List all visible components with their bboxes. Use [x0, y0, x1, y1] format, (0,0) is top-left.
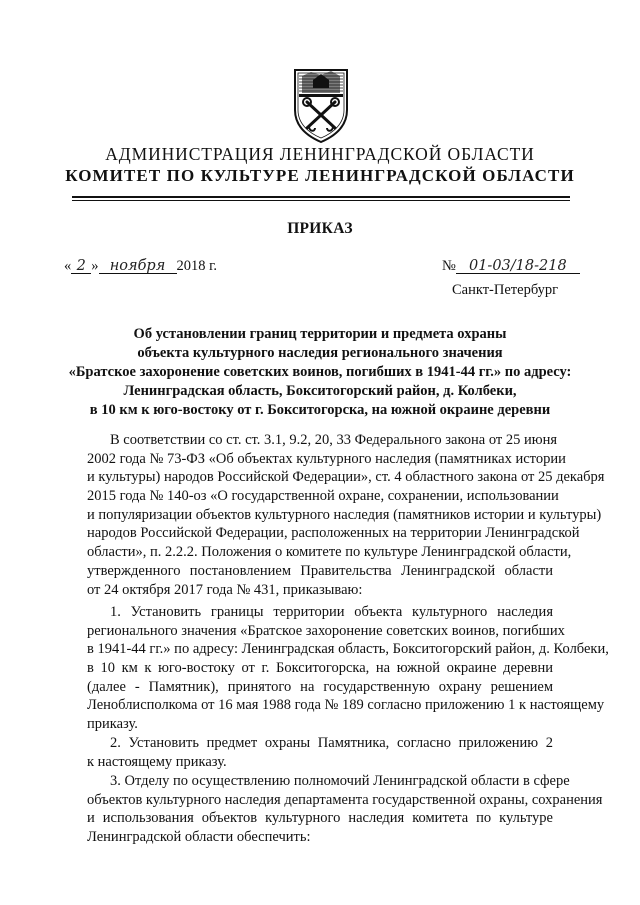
- number-prefix: №: [442, 258, 456, 274]
- text-line: области», п. 2.2.2. Положения о комитете по культуре Ленинградской области,: [87, 544, 572, 561]
- title-line: «Братское захоронение советских воинов, погибших в 1941-44 гг.» по адресу:: [68, 364, 572, 380]
- text-line: Ленинградской области обеспечить:: [87, 829, 311, 846]
- order-title: [60, 325, 580, 420]
- text-line: 2002 года № 73-ФЗ «Об объектах культурного наследия (памятниках истории: [87, 450, 566, 467]
- administration-name: АДМИНИСТРАЦИЯ ЛЕНИНГРАДСКОЙ ОБЛАСТИ: [105, 144, 535, 164]
- text-line: 2. Установить предмет охраны Памятника, согласно приложению 2: [110, 735, 553, 751]
- text-line: в 1941-44 гг.» по адресу: Ленинградская область, Бокситогорский район, д. Колбеки,: [87, 641, 609, 658]
- order-item-2: [87, 734, 553, 771]
- date-year: 2018 г.: [176, 258, 218, 274]
- title-line: Об установлении границ территории и предмета охраны: [133, 326, 507, 342]
- text-line: объектов культурного наследия департамента государственной охраны, сохранения: [87, 791, 603, 808]
- text-line: народов Российской Федерации, расположенных на территории Ленинградской: [87, 525, 580, 542]
- coat-of-arms-emblem-icon: [289, 66, 353, 144]
- title-line: в 10 км к юго-востоку от г. Бокситогорска, на южной окраине деревни: [89, 402, 551, 418]
- text-line: (далее - Памятник), принятого на государственную охрану решением: [87, 678, 553, 695]
- text-line: к настоящему приказу.: [87, 753, 227, 770]
- text-line: приказу.: [87, 716, 138, 733]
- text-line: и использования объектов культурного наследия комитета по культуре: [87, 810, 553, 827]
- preamble-paragraph: [87, 431, 605, 599]
- document-date: [64, 258, 217, 275]
- order-item-3: [87, 772, 603, 847]
- document-type-title: ПРИКАЗ: [287, 220, 353, 237]
- date-month: ноября: [99, 259, 177, 274]
- text-line: утвержденного постановлением Правительства Ленинградской области: [87, 562, 553, 579]
- date-day: 2: [71, 259, 91, 274]
- order-item-1: [87, 603, 609, 734]
- document-number: [442, 258, 580, 275]
- text-line: в 10 км к юго-востоку от г. Бокситогорска, на южной окраине деревни: [87, 660, 553, 677]
- header-divider-thin: [72, 200, 570, 201]
- text-line: Леноблисполкома от 16 мая 1988 года № 189 согласно приложению 1 к настоящему: [87, 697, 605, 714]
- text-line: 1. Установить границы территории объекта культурного наследия: [110, 604, 553, 620]
- committee-name: КОМИТЕТ ПО КУЛЬТУРЕ ЛЕНИНГРАДСКОЙ ОБЛАСТИ: [65, 166, 575, 185]
- date-close-quote: »: [91, 258, 99, 274]
- title-line: Ленинградская область, Бокситогорский район, д. Колбеки,: [123, 383, 517, 399]
- text-line: и культуры) народов Российской Федерации», ст. 4 областного закона от 25 декабря: [87, 469, 605, 486]
- header-divider-thick: [72, 196, 570, 198]
- number-value: 01-03/18-218: [456, 259, 580, 274]
- text-line: 2015 года № 140-оз «О государственной охране, сохранении, использовании: [87, 488, 559, 505]
- title-line: объекта культурного наследия регионального значения: [137, 345, 503, 361]
- city-name: Санкт-Петербург: [452, 282, 559, 298]
- text-line: и популяризации объектов культурного наследия (памятников истории и культуры): [87, 506, 602, 523]
- text-line: В соответствии со ст. ст. 3.1, 9.2, 20, 33 Федерального закона от 25 июня: [110, 432, 558, 448]
- text-line: регионального значения «Братское захоронение советских воинов, погибших: [87, 622, 565, 639]
- date-open-quote: «: [64, 258, 72, 274]
- text-line: от 24 октября 2017 года № 431, приказываю:: [87, 581, 363, 598]
- text-line: 3. Отделу по осуществлению полномочий Ленинградской области в сфере: [110, 773, 570, 789]
